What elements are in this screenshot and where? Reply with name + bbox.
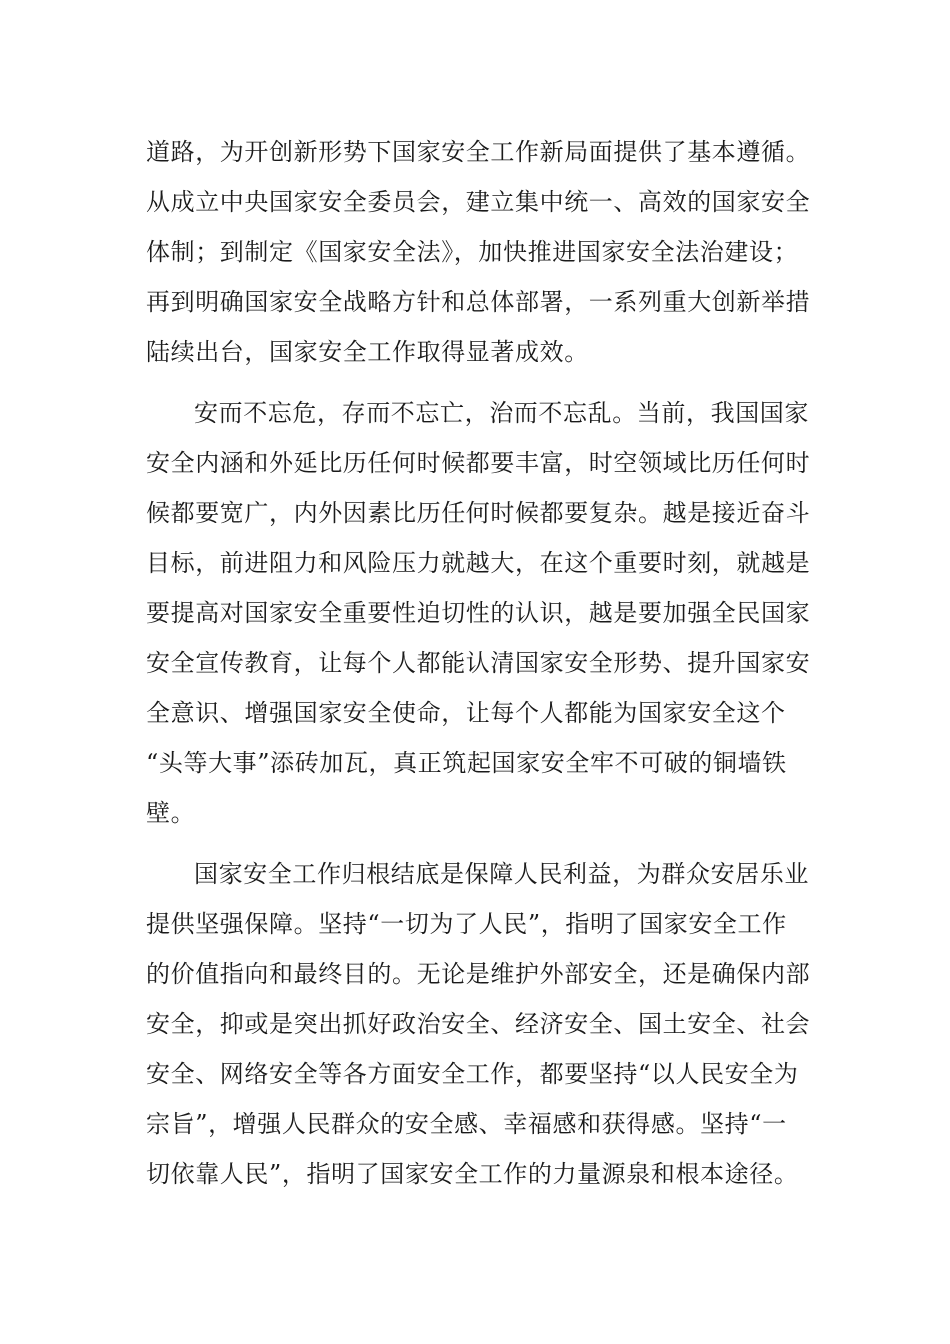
text-line: 道路，为开创新形势下国家安全工作新局面提供了基本遵循。 [146,138,811,166]
text-line: 安而不忘危，存而不忘亡，治而不忘乱。当前，我国国家 [194,399,809,427]
text-line: 全意识、增强国家安全使命，让每个人都能为国家安全这个 [146,699,786,727]
text-line: 提供坚强保障。坚持“一切为了人民”，指明了国家安全工作 [146,910,787,938]
text-line: 陆续出台，国家安全工作取得显著成效。 [146,338,589,366]
text-line: 安全、网络安全等各方面安全工作，都要坚持“以人民安全为 [146,1060,799,1088]
text-line: 从成立中央国家安全委员会，建立集中统一、高效的国家安全 [146,188,811,216]
text-line: “头等大事”添砖加瓦，真正筑起国家安全牢不可破的铜墙铁 [146,749,787,777]
text-line: 安全内涵和外延比历任何时候都要丰富，时空领域比历任何时 [146,449,811,477]
text-line: 再到明确国家安全战略方针和总体部署，一系列重大创新举措 [146,288,811,316]
text-line: 壁。 [146,799,196,827]
text-line: 安全宣传教育，让每个人都能认清国家安全形势、提升国家安 [146,649,811,677]
text-line: 宗旨”，增强人民群众的安全感、幸福感和获得感。坚持“一 [146,1110,787,1138]
text-line: 要提高对国家安全重要性迫切性的认识，越是要加强全民国家 [146,599,811,627]
text-line: 目标，前进阻力和风险压力就越大，在这个重要时刻，就越是 [146,549,811,577]
text-line: 切依靠人民”，指明了国家安全工作的力量源泉和根本途径。 [146,1160,799,1188]
text-line: 候都要宽广，内外因素比历任何时候都要复杂。越是接近奋斗 [146,499,811,527]
text-line: 国家安全工作归根结底是保障人民利益，为群众安居乐业 [194,860,809,888]
text-line: 体制；到制定《国家安全法》，加快推进国家安全法治建设； [146,238,799,266]
text-line: 的价值指向和最终目的。无论是维护外部安全，还是确保内部 [146,960,811,988]
text-line: 安全，抑或是突出抓好政治安全、经济安全、国土安全、社会 [146,1010,811,1038]
